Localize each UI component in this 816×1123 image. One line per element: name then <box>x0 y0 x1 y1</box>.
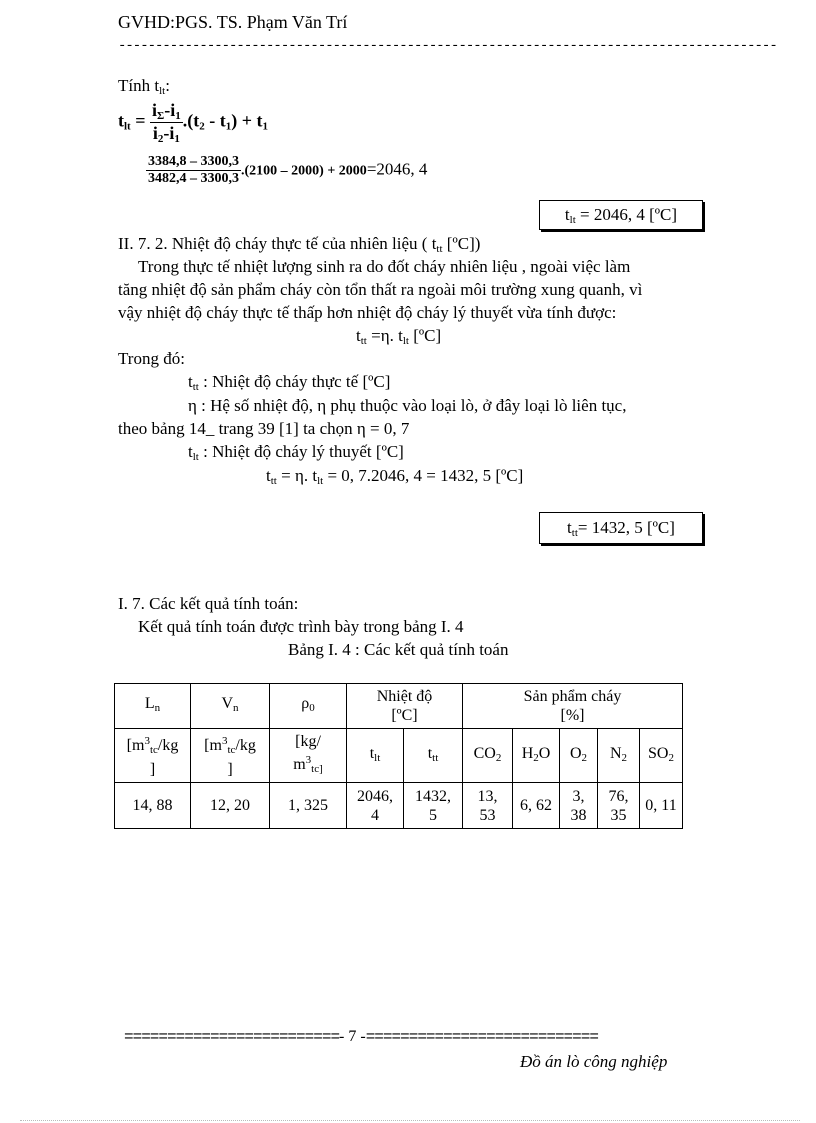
header-rho: $\rho_0$ <box>270 684 347 729</box>
definition-eta-line-1: η : Hệ số nhiệt độ, η phụ thuộc vào loại lò, ở đây loại lò liên tục, <box>188 396 627 415</box>
unit-vn: [$m^3_{tc}/kg$ ] <box>191 729 270 783</box>
formula-tlt: $t_{lt}$ = $\frac{i_\Sigma-i_1}{i_2-i_1}$ $.(t_2 - t_1) + t_1$ <box>118 100 268 145</box>
unit-ln: [$m^3_{tc}/kg$ ] <box>115 729 191 783</box>
value-ln: 14, 88 <box>115 783 191 829</box>
value-o2: 3, 38 <box>560 783 598 829</box>
header-rule: ----------------------------------------------------------------------------------------- <box>118 38 777 54</box>
value-co2: 13, 53 <box>463 783 513 829</box>
header-temperature: Nhiệt độ [ºC] <box>347 684 463 729</box>
paragraph-line-1: Trong thực tế nhiệt lượng sinh ra do đốt cháy nhiên liệu , ngoài việc làm <box>138 257 631 276</box>
subheader-h2o: $H_2O$ <box>513 729 560 783</box>
table-caption: Bảng I. 4 : Các kết quả tính toán <box>288 640 509 659</box>
calculation-ttt: $t_{tt} = \eta$. $t_{lt} = 0$, 7.2046, 4 = 1432, 5 [ºC] <box>266 466 524 487</box>
result-box-tlt: $t_{lt} = 2046$, 4 [ºC] <box>539 200 703 230</box>
definition-tlt: $t_{lt}$ : Nhiệt độ cháy lý thuyết [ºC] <box>188 442 404 463</box>
subheader-tlt: $t_{lt}$ <box>347 729 404 783</box>
result-box-ttt: $t_{tt}= 1432$, 5 [ºC] <box>539 512 703 544</box>
header-ln: $L_n$ <box>115 684 191 729</box>
section-title-results: I. 7. Các kết quả tính toán: <box>118 594 299 613</box>
paragraph-line-3: vậy nhiệt độ cháy thực tế thấp hơn nhiệt độ cháy lý thuyết vừa tính được: <box>118 303 617 322</box>
calc-intro: Tính $t_{lt}$: <box>118 76 170 97</box>
footer-page-line: =========================- 7 -=========================== <box>124 1028 598 1046</box>
header-combustion-products: Sản phẩm cháy [%] <box>463 684 683 729</box>
value-rho: 1, 325 <box>270 783 347 829</box>
value-tlt: 2046, 4 <box>347 783 404 829</box>
value-vn: 12, 20 <box>191 783 270 829</box>
table-row <box>115 783 683 829</box>
results-table <box>114 683 683 829</box>
footer-project-title: Đồ án lò công nghiệp <box>520 1052 668 1071</box>
equation-ttt: $t_{tt} =\eta$. $t_{lt}$ [ºC] <box>356 326 442 347</box>
subheader-ttt: $t_{tt}$ <box>404 729 463 783</box>
advisor-header: GVHD:PGS. TS. Phạm Văn Trí <box>118 12 348 32</box>
subheader-so2: $SO_2$ <box>640 729 683 783</box>
definition-eta-line-2: theo bảng 14_ trang 39 [1] ta chọn η = 0, 7 <box>118 419 410 438</box>
paragraph-line-2: tăng nhiệt độ sản phẩm cháy còn tổn thất ra ngoài môi trường xung quanh, vì <box>118 280 643 299</box>
value-so2: 0, 11 <box>640 783 683 829</box>
subheader-co2: $CO_2$ <box>463 729 513 783</box>
section-title-actual-temp: II. 7. 2. Nhiệt độ cháy thực tế của nhiên liệu ( $t_{tt}$ [ºC]) <box>118 234 481 255</box>
unit-rho: [kg/ $m^3_{tc]}$ <box>270 729 347 783</box>
table-header-row <box>115 684 683 729</box>
subheader-o2: $O_2$ <box>560 729 598 783</box>
table-unit-row <box>115 729 683 783</box>
value-n2: 76, 35 <box>598 783 640 829</box>
subheader-n2: $N_2$ <box>598 729 640 783</box>
header-vn: $V_n$ <box>191 684 270 729</box>
where-label: Trong đó: <box>118 349 185 368</box>
definition-ttt: $t_{tt}$ : Nhiệt độ cháy thực tế [ºC] <box>188 372 391 393</box>
page-bottom-divider <box>20 1120 800 1121</box>
results-intro: Kết quả tính toán được trình bày trong bảng I. 4 <box>138 617 464 636</box>
formula-fraction: $\frac{i_\Sigma-i_1}{i_2-i_1}$ <box>152 100 181 145</box>
value-ttt: 1432, 5 <box>404 783 463 829</box>
page-number: - 7 - <box>339 1028 366 1045</box>
formula-substitution: $\frac{3384,8 - 3300,3}{3482,4 - 3300,3}$ .(2100 – 2000) + 2000=2046, 4 <box>148 154 428 186</box>
value-h2o: 6, 62 <box>513 783 560 829</box>
